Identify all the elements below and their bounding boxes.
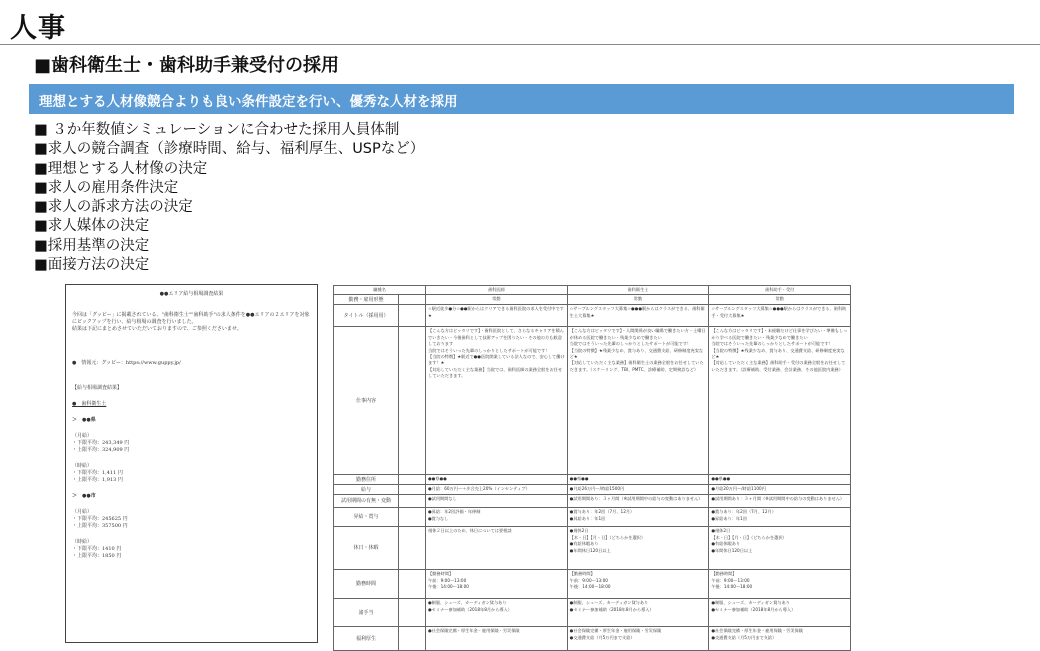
doc-source: ● 情報元：グッピー：https://www.guppy.jp/ bbox=[72, 360, 181, 366]
table-cell: ●●県●● bbox=[709, 475, 851, 485]
table-cell: ●月給：60万円〜＋歩合売上20%（インセンティブ） bbox=[426, 485, 568, 495]
monthly-value: ・上限平均：324,909 円 bbox=[72, 447, 130, 453]
table-row bbox=[334, 599, 851, 627]
spacer-cell bbox=[399, 305, 426, 327]
hourly-value: ・上限平均：1850 円 bbox=[72, 553, 122, 559]
hourly-value: ・下限平均：1,411 円 bbox=[72, 470, 123, 476]
table-cell: ●月給26万円〜/時給1500円 bbox=[567, 485, 709, 495]
hourly-label: （時給） bbox=[72, 539, 93, 545]
task-list-item: ■求人の訴求方法の決定 bbox=[34, 199, 193, 216]
table-cell: 【こんな方はピッタリです】・人間関係が良い職場で働きたい方・土曜日が休める医院で働きたい・残業少なめで働きたい 当院ではそういった先輩のしっかりとしたサポートが可能です！ 【当院の特徴】★残業少なめ、賞与あり、交通費支給、研修制度充実など★ 【対応していただく主な業務】歯科衛生士の業務全般をお任せしていただきます。（スケーリング、TBI、PMTC、診療補助、定期検診など） bbox=[567, 327, 709, 475]
area-name: ＞ ●●県 bbox=[72, 417, 96, 423]
table-row bbox=[334, 527, 851, 570]
table-cell: ●社会保険完備・厚生年金・雇用保険・労災保険 ●交通費支給（月5万円まで支給） bbox=[709, 627, 851, 651]
table-row bbox=[334, 305, 851, 327]
table-cell: 【勤務時間】 午前：9:00〜13:00 午後：14:00〜18:00 bbox=[567, 570, 709, 599]
table-cell: ●制服、シューズ、カーディガン貸与あり ●セミナー参加補助（2018年8月から導入） bbox=[709, 599, 851, 627]
table-cell: ●制服、シューズ、カーディガン貸与あり ●セミナー参加補助（2018年8月から導入） bbox=[426, 599, 568, 627]
table-row bbox=[334, 627, 851, 651]
table-cell: ●昇給：年2回評価・年俸制 ●賞与なし bbox=[426, 508, 568, 527]
page-title: 人事 bbox=[10, 13, 66, 44]
gap-spacer bbox=[72, 454, 311, 463]
table-cell: ●●県●● bbox=[426, 475, 568, 485]
table-cell: ☆サーブルングスタッフ大募集☆●●●駅からはクラスができる、歯科助手・受付大募集★ bbox=[709, 305, 851, 327]
spacer-cell bbox=[399, 485, 426, 495]
row-label: 給与 bbox=[334, 485, 399, 495]
task-list-item: ■ ３か年数値シミュレーションに合わせた採用人員体制 bbox=[34, 122, 400, 138]
table-cell: 【勤務時間】 午前：9:00〜13:00 午後：14:00〜18:00 bbox=[709, 570, 851, 599]
table-cell: 常勤 bbox=[426, 295, 568, 305]
gap-spacer bbox=[72, 484, 311, 493]
doc-intro: 今回は「グッピー」に掲載されている、"歯科衛生士""歯科助手"の求人条件を●●エリアの２エリアを対象にピックアップを行い、給与相場の調査を行いました。 bbox=[72, 312, 310, 325]
table-cell: ●試用期間あり：３ヶ月間（※試用期間中の給与の変動はありません） bbox=[567, 495, 709, 508]
row-label: 休日・休暇 bbox=[334, 527, 399, 570]
doc-section: 【給与相場調査結果】 bbox=[72, 385, 123, 391]
row-label: 福利厚生 bbox=[334, 627, 399, 651]
task-list-item: ■求人媒体の決定 bbox=[34, 218, 150, 235]
row-label: 昇給・賞与 bbox=[334, 508, 399, 527]
table-cell: 【こんな方はピッタリです】・歯科医院として、さらなるキャリアを積んでいきたい・今後歯科として技術アップを図りたい・その他の方も歓迎しております 当院ではそういった先輩のしっかりとしたサポートが可能です！ 【当院の特徴】★駅近で●●医院開業している法人なので、安心して働けます！★ 【対応していただく主な業務】当院では、歯科医師の業務全般をお任せしていただきます。 bbox=[426, 327, 568, 475]
monthly-label: （月給） bbox=[72, 509, 93, 515]
task-list-item: ■理想とする人材像の決定 bbox=[34, 160, 208, 177]
column-header: 歯科助手・受付 bbox=[709, 286, 851, 295]
table-cell: 【勤務時間】 午前：9:00〜13:00 午後：14:00〜18:00 bbox=[426, 570, 568, 599]
table-cell: ●試用期間あり：３ヶ月間（※試用期間中の給与の変動はありません） bbox=[709, 495, 851, 508]
doc-areas bbox=[72, 417, 311, 569]
spacer-cell bbox=[399, 599, 426, 627]
table-cell: ●賞与あり：年2回（7月、12月） ●昇給あり：年1回 bbox=[567, 508, 709, 527]
table-row bbox=[334, 475, 851, 485]
table-cell: ●●県●● bbox=[567, 475, 709, 485]
table-cell: 常勤 bbox=[567, 295, 709, 305]
table-cell: ●週休2日 【木・日】【月・日】（どちらかを選択） ●有給休暇あり ●年間休日120日以上 bbox=[567, 527, 709, 570]
hourly-value: ・下限平均：1410 円 bbox=[72, 546, 122, 552]
task-list-item: ■面接方法の決定 bbox=[34, 257, 150, 274]
column-header: 職種名 bbox=[334, 286, 426, 295]
table-cell: 週休２日以上のため、休日については要相談 bbox=[426, 527, 568, 570]
recruitment-conditions-table bbox=[333, 285, 851, 651]
table-row bbox=[334, 570, 851, 599]
spacer-cell bbox=[399, 475, 426, 485]
table-row bbox=[334, 295, 851, 305]
row-label: 諸手当 bbox=[334, 599, 399, 627]
spacer-cell bbox=[399, 627, 426, 651]
doc-job: ● 歯科衛生士 bbox=[72, 401, 107, 407]
gap-spacer bbox=[72, 530, 311, 539]
spacer-cell bbox=[399, 327, 426, 475]
table-cell: ☆駅近徒歩●分☆●●駅からはクリアできる歯科医院の求人を受付中です★ bbox=[426, 305, 568, 327]
spacer-cell bbox=[399, 570, 426, 599]
title-divider bbox=[0, 44, 1040, 45]
row-label: 試用期間の有無・変動 bbox=[334, 495, 399, 508]
table-cell: ●賞与あり：年2回（7月、12月） ●昇給あり：年1回 bbox=[709, 508, 851, 527]
row-label: 勤務時間 bbox=[334, 570, 399, 599]
task-list bbox=[34, 121, 424, 275]
gap-spacer bbox=[72, 560, 311, 569]
table-row bbox=[334, 485, 851, 495]
row-label: 仕事内容 bbox=[334, 327, 399, 475]
table-cell: ●週休2日 【木・日】【月・日】（どちらかを選択） ●有給休暇あり ●年間休日120日以上 bbox=[709, 527, 851, 570]
doc-intro: 結果は下記にまとめさせていただいておりますので、ご参照くださいませ。 bbox=[72, 326, 242, 332]
task-list-item: ■求人の雇用条件決定 bbox=[34, 179, 179, 196]
monthly-value: ・下限平均：243,349 円 bbox=[72, 440, 130, 446]
doc-title: ●●エリア給与相場調査結果 bbox=[159, 291, 224, 297]
table-row bbox=[334, 508, 851, 527]
table-cell: ●試用期間なし bbox=[426, 495, 568, 508]
spacer-cell bbox=[399, 295, 426, 305]
monthly-value: ・上限平均：357500 円 bbox=[72, 523, 128, 529]
monthly-label: （月給） bbox=[72, 433, 93, 439]
table-row bbox=[334, 327, 851, 475]
area-name: ＞ ●●市 bbox=[72, 493, 96, 499]
table-cell: ●制服、シューズ、カーディガン貸与あり ●セミナー参加補助（2018年8月から導入） bbox=[567, 599, 709, 627]
table-cell: ●社会保険完備・厚生年金・雇用保険・労災保険 ●交通費支給（月5万円まで支給） bbox=[567, 627, 709, 651]
task-list-item: ■採用基準の決定 bbox=[34, 237, 150, 254]
section-heading: ■歯科衛生士・歯科助手兼受付の採用 bbox=[34, 55, 340, 76]
table-row bbox=[334, 495, 851, 508]
table-cell: 常勤 bbox=[709, 295, 851, 305]
spacer-cell bbox=[399, 495, 426, 508]
row-label: 勤務住所 bbox=[334, 475, 399, 485]
monthly-value: ・下限平均：245625 円 bbox=[72, 516, 128, 522]
task-list-item: ■求人の競合調査（診療時間、給与、福利厚生、USPなど） bbox=[34, 141, 425, 158]
table-cell: ☆サーブルングスタッフ大募集☆●●●駅からはクラスができる、歯科衛生士大募集★ bbox=[567, 305, 709, 327]
row-label: 勤務・雇用形態 bbox=[334, 295, 399, 305]
salary-survey-document bbox=[65, 284, 318, 643]
goal-banner: 理想とする人材像競合よりも良い条件設定を行い、優秀な人材を採用 bbox=[29, 84, 1014, 114]
gap-spacer bbox=[72, 424, 311, 433]
spacer-cell bbox=[399, 527, 426, 570]
row-label: タイトル（採用用） bbox=[334, 305, 399, 327]
table-cell: 【こんな方はピッタリです】・未経験だけど仕事を学びたい・準備もしっかり学べる医院で働きたい・残業少なめで働きたい 当院ではそういった先輩のしっかりとしたサポートが可能です！ 【当院の特徴】★残業少なめ、賞与あり、交通費支給、研修制度充実など★ 【対応していただく主な業務】歯科助手・受付の業務全般をお任せしていただきます。（診療補助、受付業務、会計業務、その他医院内業務） bbox=[709, 327, 851, 475]
hourly-label: （時給） bbox=[72, 463, 93, 469]
spacer-cell bbox=[399, 508, 426, 527]
gap-spacer bbox=[72, 500, 311, 509]
column-header: 歯科衛生士 bbox=[567, 286, 709, 295]
table-cell: ●社会保険完備・厚生年金・雇用保険・労災保険 bbox=[426, 627, 568, 651]
table-cell: ●月給20万円〜/時給1100円 bbox=[709, 485, 851, 495]
column-header: 歯科医師 bbox=[426, 286, 568, 295]
table-header-row bbox=[334, 286, 851, 295]
hourly-value: ・上限平均：1,913 円 bbox=[72, 477, 123, 483]
